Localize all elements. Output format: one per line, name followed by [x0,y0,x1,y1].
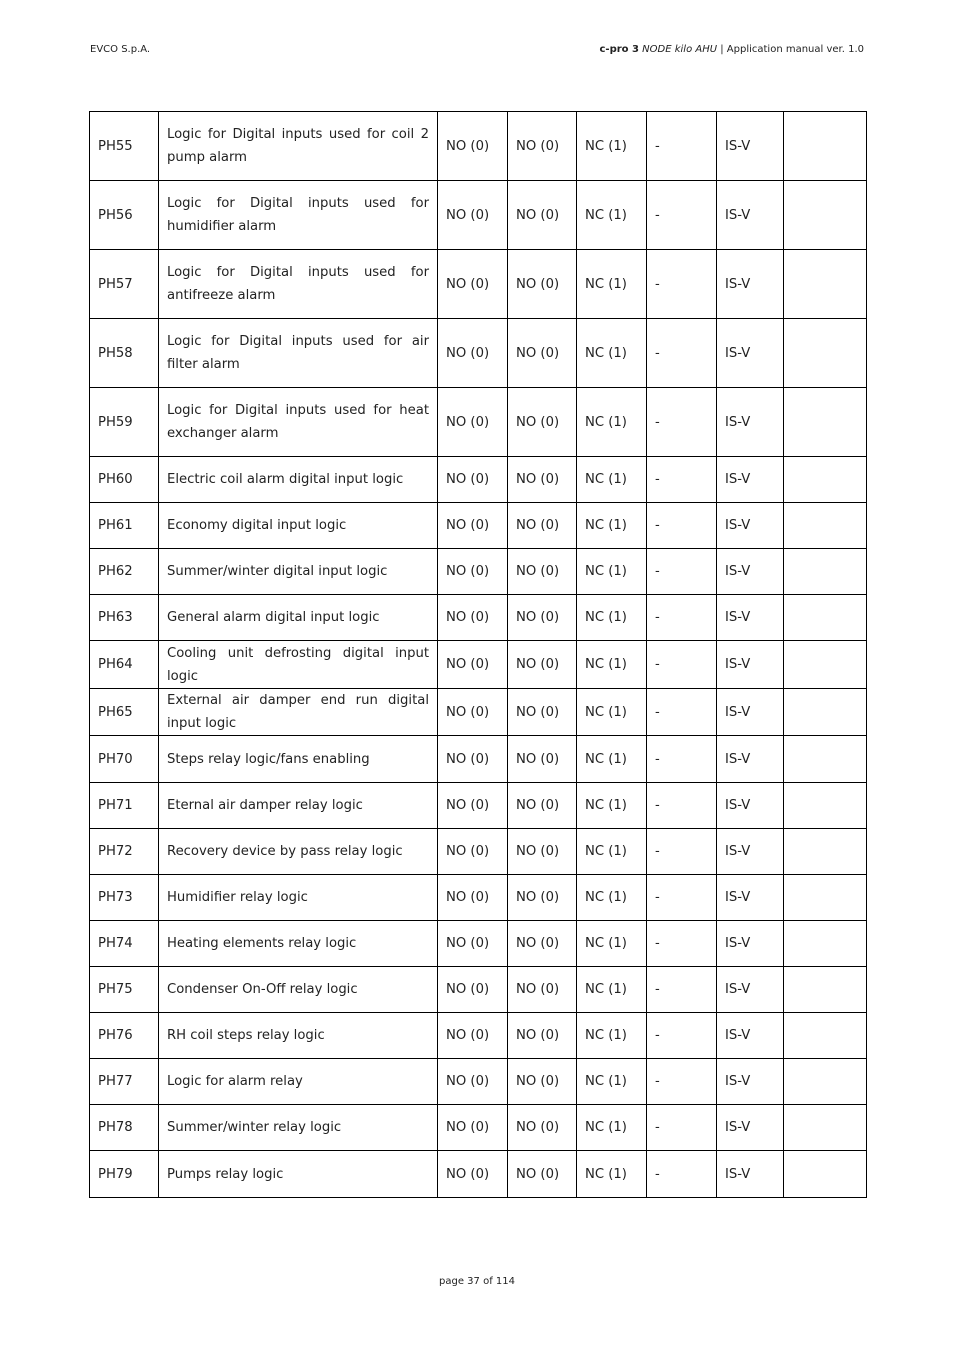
access-level: IS-V [717,967,784,1013]
value-col-3: NC (1) [577,250,647,319]
table-row [90,641,867,689]
unit: - [647,736,717,783]
table-row [90,1059,867,1105]
table-row [90,112,867,181]
table-row [90,250,867,319]
param-description: Cooling unit defrosting digital input logic [159,641,438,689]
header-product-model: NODE kilo AHU [642,44,718,55]
notes [784,783,867,829]
value-col-2: NO (0) [508,875,577,921]
unit: - [647,829,717,875]
table-row [90,783,867,829]
param-description: General alarm digital input logic [159,595,438,641]
value-col-1: NO (0) [438,457,508,503]
value-col-2: NO (0) [508,967,577,1013]
value-col-2: NO (0) [508,549,577,595]
value-col-3: NC (1) [577,112,647,181]
unit: - [647,595,717,641]
param-description: RH coil steps relay logic [159,1013,438,1059]
value-col-3: NC (1) [577,388,647,457]
value-col-3: NC (1) [577,829,647,875]
value-col-1: NO (0) [438,388,508,457]
unit: - [647,388,717,457]
value-col-2: NO (0) [508,1013,577,1059]
table-row [90,1013,867,1059]
value-col-3: NC (1) [577,875,647,921]
notes [784,457,867,503]
param-description: External air damper end run digital input logic [159,689,438,736]
value-col-2: NO (0) [508,1059,577,1105]
header-manual-version: | Application manual ver. 1.0 [720,44,864,55]
value-col-1: NO (0) [438,1059,508,1105]
param-code: PH73 [90,875,159,921]
param-code: PH63 [90,595,159,641]
param-code: PH70 [90,736,159,783]
param-description: Summer/winter relay logic [159,1105,438,1151]
header-document-title [600,44,865,55]
unit: - [647,783,717,829]
param-code: PH74 [90,921,159,967]
notes [784,1151,867,1198]
table-row [90,457,867,503]
param-description: Logic for Digital inputs used for humidifier alarm [159,181,438,250]
value-col-3: NC (1) [577,783,647,829]
param-description: Logic for Digital inputs used for antifreeze alarm [159,250,438,319]
unit: - [647,1105,717,1151]
value-col-3: NC (1) [577,967,647,1013]
param-description: Pumps relay logic [159,1151,438,1198]
param-code: PH65 [90,689,159,736]
table-row [90,1151,867,1198]
value-col-3: NC (1) [577,689,647,736]
value-col-1: NO (0) [438,181,508,250]
param-code: PH64 [90,641,159,689]
param-code: PH55 [90,112,159,181]
access-level: IS-V [717,1013,784,1059]
param-description: Electric coil alarm digital input logic [159,457,438,503]
param-description: Heating elements relay logic [159,921,438,967]
access-level: IS-V [717,181,784,250]
value-col-3: NC (1) [577,181,647,250]
value-col-3: NC (1) [577,1151,647,1198]
value-col-2: NO (0) [508,829,577,875]
param-description: Logic for Digital inputs used for coil 2 pump alarm [159,112,438,181]
unit: - [647,457,717,503]
notes [784,1105,867,1151]
table-row [90,181,867,250]
param-code: PH72 [90,829,159,875]
value-col-1: NO (0) [438,319,508,388]
param-description: Condenser On-Off relay logic [159,967,438,1013]
param-code: PH71 [90,783,159,829]
value-col-1: NO (0) [438,689,508,736]
param-code: PH76 [90,1013,159,1059]
notes [784,829,867,875]
value-col-1: NO (0) [438,503,508,549]
value-col-3: NC (1) [577,1105,647,1151]
param-description: Eternal air damper relay logic [159,783,438,829]
notes [784,875,867,921]
table-row [90,1105,867,1151]
unit: - [647,250,717,319]
access-level: IS-V [717,457,784,503]
unit: - [647,1013,717,1059]
param-description: Logic for Digital inputs used for heat exchanger alarm [159,388,438,457]
header-product-name: c-pro 3 [599,44,639,55]
value-col-3: NC (1) [577,921,647,967]
table-row [90,875,867,921]
notes [784,641,867,689]
value-col-3: NC (1) [577,736,647,783]
value-col-2: NO (0) [508,641,577,689]
table-row [90,689,867,736]
value-col-1: NO (0) [438,1151,508,1198]
table-row [90,595,867,641]
access-level: IS-V [717,112,784,181]
value-col-2: NO (0) [508,689,577,736]
unit: - [647,319,717,388]
param-code: PH78 [90,1105,159,1151]
access-level: IS-V [717,388,784,457]
value-col-1: NO (0) [438,595,508,641]
table-row [90,829,867,875]
notes [784,921,867,967]
value-col-2: NO (0) [508,503,577,549]
access-level: IS-V [717,250,784,319]
unit: - [647,875,717,921]
value-col-1: NO (0) [438,549,508,595]
access-level: IS-V [717,736,784,783]
value-col-1: NO (0) [438,921,508,967]
value-col-2: NO (0) [508,112,577,181]
unit: - [647,1059,717,1105]
param-description: Humidifier relay logic [159,875,438,921]
value-col-3: NC (1) [577,319,647,388]
notes [784,503,867,549]
notes [784,319,867,388]
param-code: PH77 [90,1059,159,1105]
table-row [90,921,867,967]
value-col-1: NO (0) [438,875,508,921]
access-level: IS-V [717,595,784,641]
param-code: PH60 [90,457,159,503]
value-col-1: NO (0) [438,641,508,689]
param-description: Economy digital input logic [159,503,438,549]
value-col-3: NC (1) [577,503,647,549]
param-description: Logic for alarm relay [159,1059,438,1105]
unit: - [647,549,717,595]
unit: - [647,503,717,549]
value-col-2: NO (0) [508,736,577,783]
table-row [90,503,867,549]
notes [784,595,867,641]
access-level: IS-V [717,1105,784,1151]
value-col-1: NO (0) [438,1105,508,1151]
value-col-2: NO (0) [508,1105,577,1151]
value-col-2: NO (0) [508,181,577,250]
access-level: IS-V [717,921,784,967]
table-row [90,967,867,1013]
value-col-2: NO (0) [508,595,577,641]
unit: - [647,112,717,181]
value-col-2: NO (0) [508,783,577,829]
notes [784,1013,867,1059]
notes [784,1059,867,1105]
access-level: IS-V [717,1059,784,1105]
table-row [90,736,867,783]
access-level: IS-V [717,549,784,595]
unit: - [647,967,717,1013]
page-number: page 37 of 114 [439,1276,515,1287]
unit: - [647,1151,717,1198]
value-col-3: NC (1) [577,595,647,641]
value-col-3: NC (1) [577,1059,647,1105]
notes [784,967,867,1013]
param-code: PH75 [90,967,159,1013]
unit: - [647,641,717,689]
access-level: IS-V [717,689,784,736]
value-col-1: NO (0) [438,1013,508,1059]
notes [784,736,867,783]
header-company: EVCO S.p.A. [90,44,151,55]
value-col-1: NO (0) [438,783,508,829]
param-code: PH61 [90,503,159,549]
table-row [90,549,867,595]
access-level: IS-V [717,829,784,875]
value-col-1: NO (0) [438,967,508,1013]
param-code: PH56 [90,181,159,250]
value-col-3: NC (1) [577,1013,647,1059]
value-col-1: NO (0) [438,112,508,181]
param-description: Logic for Digital inputs used for air filter alarm [159,319,438,388]
table-row [90,388,867,457]
value-col-3: NC (1) [577,641,647,689]
param-code: PH59 [90,388,159,457]
value-col-3: NC (1) [577,549,647,595]
access-level: IS-V [717,1151,784,1198]
param-description: Recovery device by pass relay logic [159,829,438,875]
value-col-2: NO (0) [508,921,577,967]
param-code: PH62 [90,549,159,595]
notes [784,388,867,457]
value-col-3: NC (1) [577,457,647,503]
notes [784,689,867,736]
access-level: IS-V [717,319,784,388]
unit: - [647,181,717,250]
notes [784,250,867,319]
param-code: PH58 [90,319,159,388]
value-col-2: NO (0) [508,457,577,503]
access-level: IS-V [717,503,784,549]
value-col-2: NO (0) [508,250,577,319]
unit: - [647,921,717,967]
param-code: PH57 [90,250,159,319]
value-col-2: NO (0) [508,388,577,457]
access-level: IS-V [717,875,784,921]
value-col-2: NO (0) [508,1151,577,1198]
param-description: Summer/winter digital input logic [159,549,438,595]
value-col-1: NO (0) [438,736,508,783]
parameter-table [89,111,867,1198]
value-col-2: NO (0) [508,319,577,388]
value-col-1: NO (0) [438,250,508,319]
access-level: IS-V [717,641,784,689]
unit: - [647,689,717,736]
notes [784,112,867,181]
notes [784,181,867,250]
table-row [90,319,867,388]
access-level: IS-V [717,783,784,829]
param-code: PH79 [90,1151,159,1198]
notes [784,549,867,595]
value-col-1: NO (0) [438,829,508,875]
param-description: Steps relay logic/fans enabling [159,736,438,783]
